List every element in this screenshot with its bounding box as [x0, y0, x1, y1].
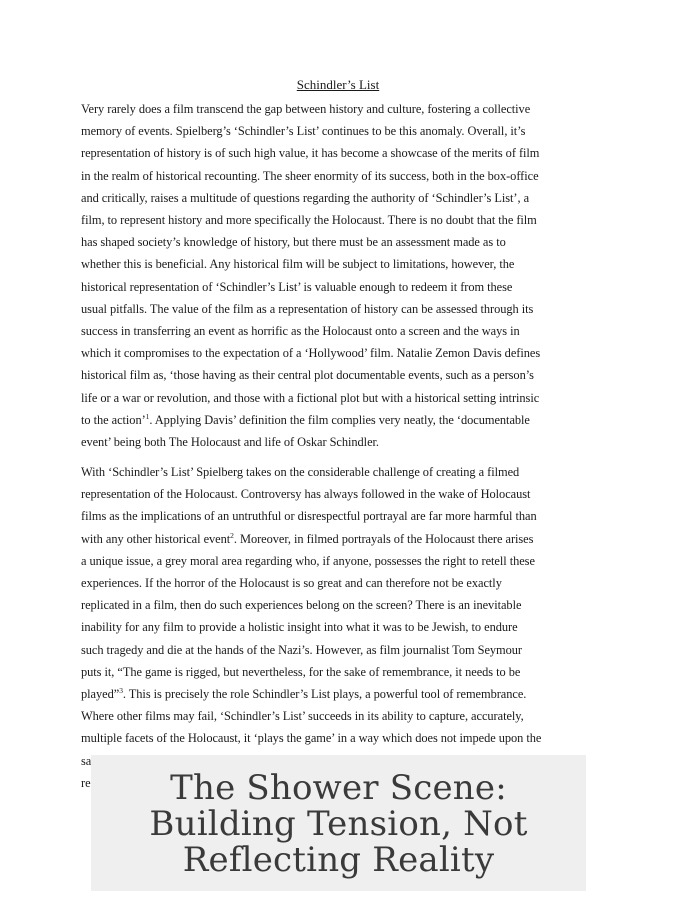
paragraph-line: historical film as, ‘those having as their central plot documentable events, such as a person’s [81, 368, 534, 383]
paragraph-line: puts it, “The game is rigged, but nevertheless, for the sake of remembrance, it needs to be [81, 664, 521, 679]
footnote-marker[interactable]: 1 [145, 411, 150, 421]
paragraph-1 [81, 98, 595, 453]
paragraph-line: has shaped society’s knowledge of history, but there must be an assessment made as to [81, 235, 506, 250]
paragraph-line: film, to represent history and more specifically the Holocaust. There is no doubt that the film [81, 213, 537, 228]
paragraph-line: which it compromises to the expectation of a ‘Hollywood’ film. Natalie Zemon Davis defines [81, 346, 541, 361]
paragraph-line: and critically, raises a multitude of questions regarding the authority of ‘Schindler’s List’, a [81, 190, 530, 205]
paragraph-line: representation of the Holocaust. Controversy has always followed in the wake of Holocaust [81, 487, 531, 502]
paragraph-line: a unique issue, a grey moral area regarding who, if anyone, possesses the right to retell these [81, 553, 535, 568]
paragraph-line: With ‘Schindler’s List’ Spielberg takes on the considerable challenge of creating a filmed [81, 465, 520, 479]
paragraph-line: memory of events. Spielberg’s ‘Schindler’s List’ continues to be this anomaly. Overall, it’s [81, 124, 526, 139]
line-text: with any other historical event [81, 531, 231, 546]
paragraph-line: experiences. If the horror of the Holocaust is so great and can therefore not be exactly [81, 576, 502, 591]
footnote-marker[interactable]: 2 [230, 530, 234, 540]
line-text: to the action’ [81, 412, 146, 427]
overlay-heading-line: Building Tension, Not [149, 804, 528, 844]
paragraph-line: usual pitfalls. The value of the film as a representation of history can be assessed through its [81, 301, 534, 316]
paragraph-line: inability for any film to provide a holistic insight into what it was to be Jewish, to endure [81, 620, 518, 635]
overlay-heading-line: Reflecting Reality [182, 840, 495, 880]
overlay-heading-line: The Shower Scene: [170, 768, 507, 808]
paragraph-line: Where other films may fail, ‘Schindler’s List’ succeeds in its ability to capture, accurately, [81, 709, 524, 724]
paragraph-line: whether this is beneficial. Any historical film will be subject to limitations, however, the [81, 257, 515, 272]
paragraph-line: success in transferring an event as horrific as the Holocaust onto a screen and the ways in [81, 324, 520, 339]
document-title: Schindler’s List [296, 77, 380, 92]
line-text: . Moreover, in filmed portrayals of the Holocaust there arises [233, 531, 534, 546]
paragraph-line: representation of history is of such high value, it has become a showcase of the merits of film [81, 146, 540, 161]
paragraph-line-partial: re [81, 775, 91, 790]
paragraph-line: event’ being both The Holocaust and life of Oskar Schindler. [81, 435, 379, 450]
paragraph-line: Very rarely does a film transcend the gap between history and culture, fostering a collective [81, 102, 531, 116]
paragraph-line: films as the implications of an untruthful or disrespectful portrayal are far more harmful than [81, 509, 537, 524]
section-heading-overlay [91, 755, 586, 891]
paragraph-line: multiple facets of the Holocaust, it ‘plays the game’ in a way which does not impede upon the [81, 731, 542, 746]
footnote-marker[interactable]: 3 [119, 686, 123, 696]
paragraph-2 [81, 461, 595, 794]
paragraph-line-with-footnote [81, 683, 595, 705]
line-text: . Applying Davis’ definition the film complies very neatly, the ‘documentable [149, 412, 530, 427]
paragraph-line: replicated in a film, then do such experiences belong on the screen? There is an inevitable [81, 598, 522, 613]
paragraph-line: such tragedy and die at the hands of the Nazi’s. However, as film journalist Tom Seymour [81, 642, 522, 657]
paragraph-line-partial: sa [81, 753, 92, 768]
line-text: . This is precisely the role Schindler’s List plays, a powerful tool of remembrance. [122, 687, 527, 702]
paragraph-line: historical representation of ‘Schindler’s List’ is valuable enough to redeem it from these [81, 279, 513, 294]
overlay-heading [149, 770, 527, 878]
paragraph-line-with-footnote [81, 528, 595, 550]
line-text: played” [81, 687, 120, 702]
paragraph-line-with-footnote [81, 409, 595, 431]
paragraph-line: in the realm of historical recounting. The sheer enormity of its success, both in the box-office [81, 168, 539, 183]
paragraph-line: life or a war or revolution, and those with a fictional plot but with a historical setting intrinsic [81, 390, 540, 405]
